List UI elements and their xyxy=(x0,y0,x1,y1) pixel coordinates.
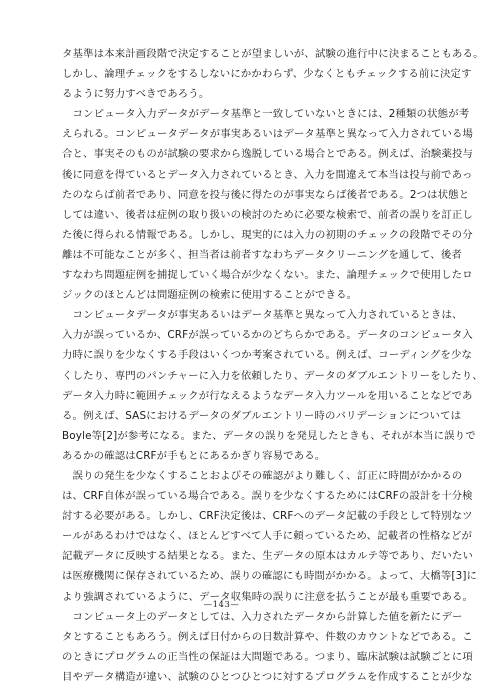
text-line: たのならば前者であり、同意を投与後に得たのが事実ならば後者である。2つは状態と xyxy=(62,188,470,201)
text-line: ジックのほとんどは問題症例の検索に使用することができる。 xyxy=(62,289,358,302)
text-line: より強調されているように、データ収集時の誤りに注意を払うことが最も重要である。 xyxy=(62,590,474,603)
text-line: しかし、論理チェックをするしないにかかわらず、少なくともチェックする前に決定す xyxy=(62,68,472,81)
text-line: しては違い、後者は症例の取り扱いの検討のために必要な検索で、前者の誤りを訂正し xyxy=(62,208,473,221)
text-line: ールがあるわけではなく、ほとんどすべて人手に頼っているため、記載者の性格などが xyxy=(62,530,473,543)
text-line: すなわち問題症例を捕捉していく場合が少なくない。また、論理チェックで使用したロ xyxy=(62,269,473,282)
text-line: データ入力時に範囲チェックが行なえるようなデータ入力ツールを用いることなどであ xyxy=(62,389,473,402)
text-line: コンピュータデータが事実あるいはデータ基準と異なって入力されているときは、 xyxy=(62,309,463,322)
text-line: 討する必要がある。しかし、CRF決定後は、CRFへのデータ記載の手段として特別なツ xyxy=(62,510,473,523)
text-line: 目やデータ構造が違い、試験のひとつひとつに対するプログラムを作成することが少な xyxy=(62,670,473,683)
text-line: 合と、事実そのものが試験の要求から逸脱している場合とである。例えば、治験薬投与 xyxy=(62,148,474,161)
text-line: コンピュータ上のデータとしては、入力されたデータから計算した値を新たにデー xyxy=(62,610,463,623)
text-line: タとすることもあろう。例えば日付からの日数計算や、件数のカウントなどである。こ xyxy=(62,630,473,643)
text-line: のときにプログラムの正当性の保証は大問題である。つまり、臨床試験は試験ごとに項 xyxy=(62,650,473,663)
page-number: —143— xyxy=(203,600,240,610)
text-line: 記載データに反映する結果となる。また、生データの原本はカルテ等であり、だいたい xyxy=(62,550,474,563)
text-line: た後に得られる情報である。しかし、現実的には入力の初期のチェックの段階でその分 xyxy=(62,228,473,241)
text-line: あるかの確認はCRFが手もとにあるかぎり容易である。 xyxy=(62,449,326,462)
text-line: 誤りの発生を少なくすることおよびその確認がより難しく、訂正に時間がかかるの xyxy=(62,469,463,482)
text-line: くしたり、専門のパンチャーに入力を依頼したり、データのダブルエントリーをしたり、 xyxy=(62,369,483,382)
text-line: Boyle等[2]が参考になる。また、データの誤りを発見したときも、それが本当に誤りで xyxy=(62,429,476,442)
text-line: 後に同意を得ているとデータ入力されているとき、入力を間違えて本当は投与前であっ xyxy=(62,168,473,181)
text-line: タ基準は本来計画段階で決定することが望ましいが、試験の進行中に決まることもある。 xyxy=(62,48,484,60)
text-line: コンピュータ入力データがデータ基準と一致していないときには、2種類の状態が考 xyxy=(62,108,470,121)
text-line: る。例えば、SASにおけるデータのダブルエントリー時のバリデーションについては xyxy=(62,409,462,422)
text-line: るように努力すべきであろう。 xyxy=(62,88,210,101)
text-line: 離は不可能なことが多く、担当者は前者すなわちデータクリーニングを通して、後者 xyxy=(62,248,462,261)
text-line: 入力が誤っているか、CRFが誤っているかのどちらかである。データのコンピュータ入 xyxy=(62,329,473,342)
text-line: は、CRF自体が誤っている場合である。誤りを少なくするためにはCRFの設計を十分検 xyxy=(62,490,473,503)
body-text xyxy=(62,44,484,687)
text-line: は医療機関に保存されているため、誤りの確認にも時間がかかる。よって、大橋等[3]に xyxy=(62,570,478,583)
text-line: 力時に誤りを少なくする手段はいくつか考案されている。例えば、コーディングを少な xyxy=(62,349,473,362)
text-line: えられる。コンピュータデータが事実あるいはデータ基準と異なって入力されている場 xyxy=(62,128,474,141)
